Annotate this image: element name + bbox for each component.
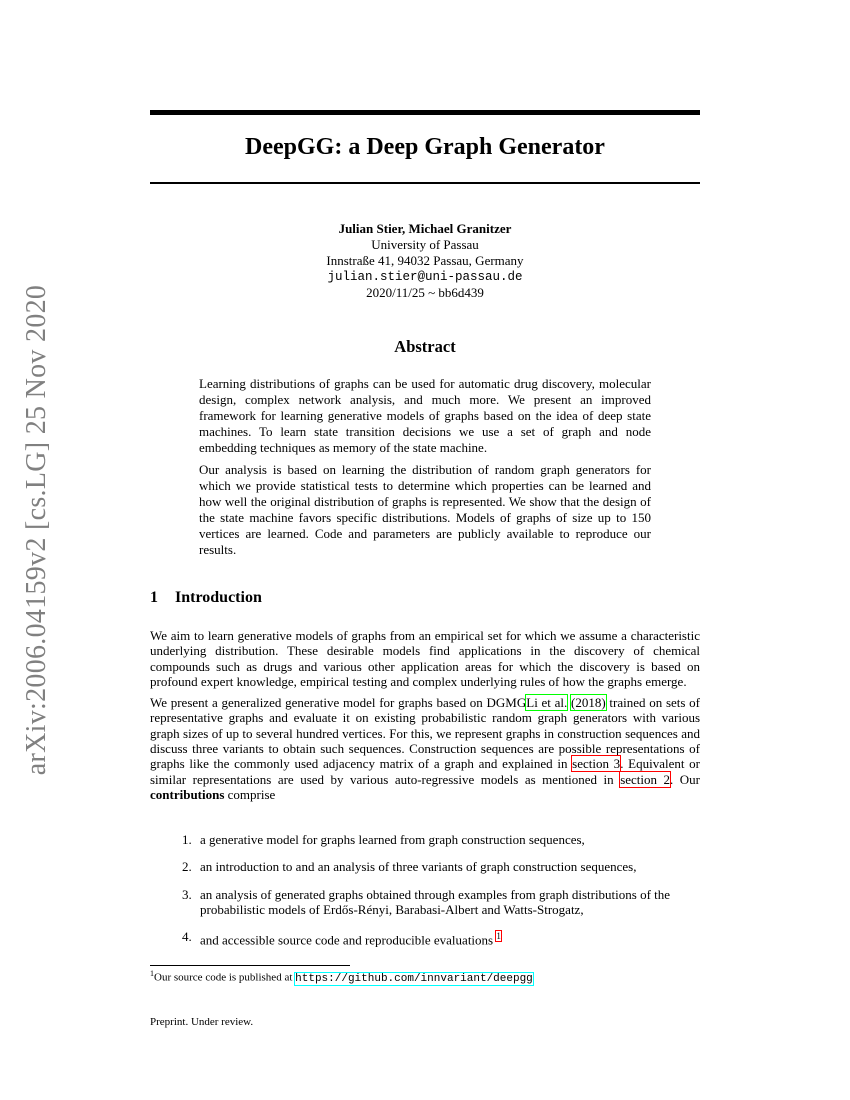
contributions-bold: contributions	[150, 786, 225, 802]
author-block	[150, 221, 700, 301]
abstract-paragraph-2: Our analysis is based on learning the distribution of random graph generators for which we provide statistical tests to determine which properties can be learned and how well the original distribution of graphs is represented. We show that the design of the state machine favors specific distributions. Models of graphs of size up to 150 vertices are learned. Code and parameters are publicly available to reproduce our results.	[199, 462, 651, 557]
list-item-text: and accessible source code and reproducible evaluations	[200, 932, 494, 948]
paper-title: DeepGG: a Deep Graph Generator	[245, 134, 605, 160]
intro-paragraph-1: We aim to learn generative models of graphs from an empirical set for which we assume a characteristic underlying distribution. These desirable models find applications in the discovery of chemical compounds such as drugs and various other application areas for which the discovery is based on profound expert knowledge, empirical testing and complex underlying rules of how the graphs emerge.	[150, 628, 700, 689]
citation-link-author[interactable]: Li et al.	[526, 695, 568, 711]
section-title: Introduction	[175, 589, 262, 606]
list-item	[182, 832, 700, 847]
author-email: julian.stier@uni-passau.de	[327, 270, 523, 284]
footnote-1-link[interactable]: 1	[496, 931, 501, 942]
section-3-link[interactable]: section 3	[572, 756, 621, 772]
abstract-heading: Abstract	[394, 337, 456, 356]
version-line: 2020/11/25 ~ bb6d439	[366, 285, 484, 300]
section-number: 1	[150, 589, 158, 606]
list-item-number: 1.	[182, 832, 192, 847]
list-item	[182, 859, 700, 874]
list-item-number: 3.	[182, 886, 192, 902]
source-code-url-link[interactable]: https://github.com/innvariant/deepgg	[295, 972, 533, 985]
abstract-body	[199, 376, 651, 564]
footnote-rule	[150, 965, 350, 966]
footnote-text: Our source code is published at	[154, 971, 296, 984]
contributions-list	[182, 832, 700, 960]
intro-p2-text-b: trained on sets of representative graphs and evaluate it on existing probabilistic random graph generators with various graph sizes of up to several hundred vertices. For this, we represent graphs in construction sequences and discuss three variants to obtain such sequences. Construction sequences are possible representations of graphs like the commonly used adjacency matrix of a graph and explained in	[150, 695, 701, 772]
author-address: Innstraße 41, 94032 Passau, Germany	[326, 253, 524, 268]
title-bottom-rule	[150, 182, 700, 184]
citation-link-year[interactable]: (2018)	[571, 695, 606, 711]
list-item-text: an analysis of generated graphs obtained through examples from graph distributions of the probabilistic models of Erdős-Rényi, Barabasi-Albert and Watts-Strogatz,	[200, 886, 671, 917]
list-item	[182, 887, 700, 918]
abstract-paragraph-1: Learning distributions of graphs can be used for automatic drug discovery, molecular design, complex network analysis, and much more. We present an improved framework for learning generative models of graphs based on the idea of deep state machines. To learn state transition decisions we use a set of graph and node embedding techniques as memory of the state machine.	[199, 376, 651, 455]
list-item-number: 4.	[182, 929, 192, 945]
footnote	[150, 967, 700, 986]
list-item-text: an introduction to and an analysis of three variants of graph construction sequences,	[200, 859, 637, 875]
section-heading	[150, 589, 262, 607]
title-top-rule	[150, 110, 700, 115]
list-item	[182, 929, 700, 948]
preprint-notice: Preprint. Under review.	[150, 1016, 254, 1028]
section-2-link[interactable]: section 2	[620, 771, 671, 787]
list-item-number: 2.	[182, 859, 192, 875]
footnote-mark: 1	[150, 969, 154, 978]
intro-p2-text-d: . Our	[670, 771, 701, 787]
arxiv-sidebar-stamp: arXiv:2006.04159v2 [cs.LG] 25 Nov 2020	[21, 284, 52, 776]
author-affiliation: University of Passau	[371, 237, 479, 252]
intro-p2-text-a: We present a generalized generative model for graphs based on DGMG	[150, 695, 527, 711]
section-body	[150, 628, 700, 808]
author-names: Julian Stier, Michael Granitzer	[338, 221, 512, 236]
intro-p2-text-e: comprise	[224, 786, 276, 802]
intro-p2-text-c: . Equivalent or similar representations are used by various auto-regressive models as mentioned in	[150, 756, 700, 787]
list-item-text: a generative model for graphs learned from graph construction sequences,	[200, 832, 585, 847]
intro-paragraph-2	[150, 695, 700, 802]
